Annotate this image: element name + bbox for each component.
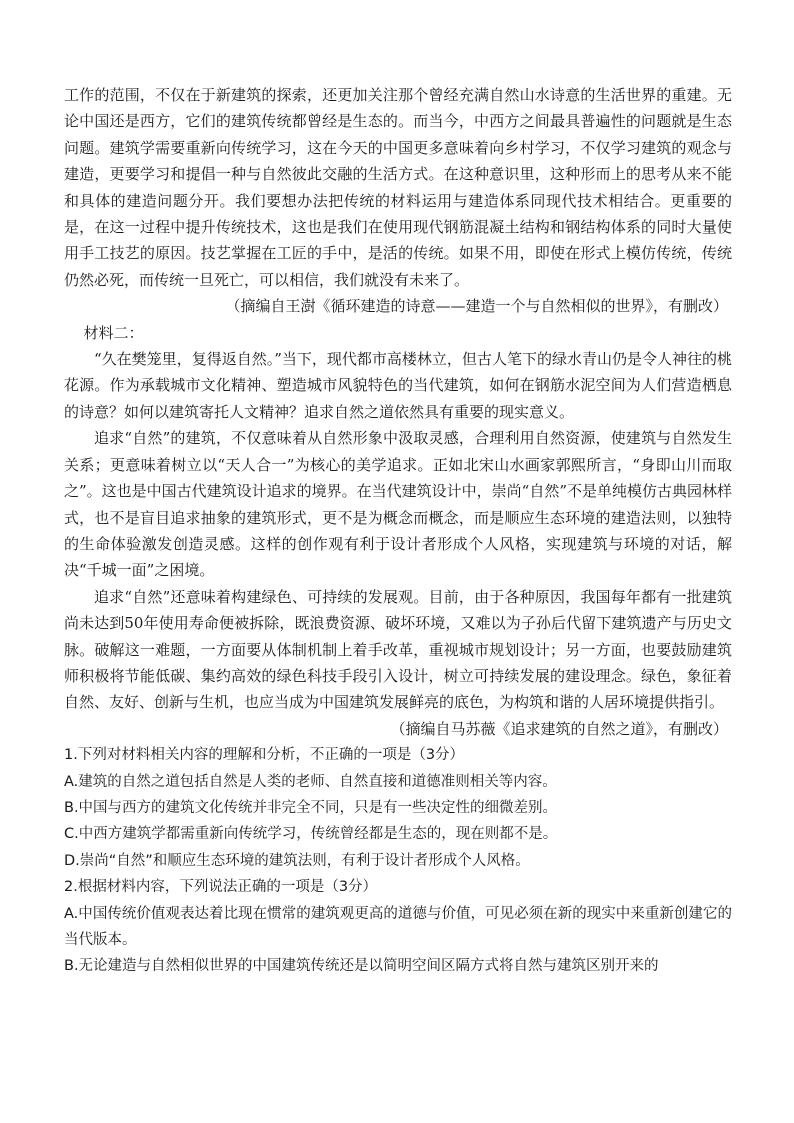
- question-2-option-a: A.中国传统价值观表达着比现在惯常的建筑观更高的道德与价值，可见必须在新的现实中来重新创建它的当代版本。: [64, 905, 732, 948]
- material-one-source: （摘编自王澍《循环建造的诗意——建造一个与自然相似的世界》，有删改）: [225, 297, 728, 316]
- page-content: [64, 82, 732, 980]
- question-2-stem: 2.根据材料内容，下列说法正确的一项是（3分）: [64, 879, 378, 896]
- question-2: [64, 874, 732, 980]
- question-1-stem: 1.下列对材料相关内容的理解和分析，不正确的一项是（3分）: [64, 747, 465, 764]
- material-two-paragraph-3: 追求“自然”还意味着构建绿色、可持续的发展观。目前，由于各种原因，我国每年都有一批建筑尚未达到50年使用寿命便被拆除，既浪费资源、破坏环境，又难以为子孙后代留下建筑遗产与历史文脉。破解这一难题，一方面要从体制机制上着手改革，重视城市规划设计；另一方面，也要鼓励建筑师积极将节能低碳、集约高效的绿色科技手段引入设计，树立可持续发展的建设理念。绿色，象征着自然、友好、创新与生机，也应当成为中国建筑发展鲜亮的底色，为构筑和谐的人居环境提供指引。: [64, 587, 732, 712]
- material-two-paragraph-1: “久在樊笼里，复得返自然。”当下，现代都市高楼林立，但古人笔下的绿水青山仍是令人神往的桃花源。作为承载城市文化精神、塑造城市风貌特色的当代建筑，如何在钢筋水泥空间为人们营造栖息的诗意？如何以建筑寄托人文精神？追求自然之道依然具有重要的现实意义。: [64, 350, 732, 421]
- question-2-option-b: B.无论建造与自然相似世界的中国建筑传统还是以简明空间区隔方式将自然与建筑区别开来的: [64, 958, 659, 975]
- question-1: [64, 742, 732, 874]
- material-two-paragraph-2: 追求“自然”的建筑，不仅意味着从自然形象中汲取灵感，合理利用自然资源，使建筑与自然发生关系；更意味着树立以“天人合一”为核心的美学追求。正如北宋山水画家郭熙所言，“身即山川而取之”。这也是中国古代建筑设计追求的境界。在当代建筑设计中，崇尚“自然”不是单纯模仿古典园林样式，也不是盲目追求抽象的建筑形式，更不是为概念而概念，而是顺应生态环境的建造法则，以独特的生命体验激发创造灵感。这样的创作观有利于设计者形成个人风格，实现建筑与环境的对话，解决“千城一面”之困境。: [64, 429, 733, 580]
- material-two-heading: 材料二：: [83, 323, 144, 342]
- question-1-option-d: D.崇尚“自然”和顺应生态环境的建筑法则，有利于设计者形成个人风格。: [64, 852, 530, 869]
- material-two-source: （摘编自马苏薇《追求建筑的自然之道》，有删改）: [390, 719, 728, 738]
- question-1-option-b: B.中国与西方的建筑文化传统并非完全不同，只是有一些决定性的细微差别。: [64, 799, 558, 816]
- material-one-paragraph: 工作的范围，不仅在于新建筑的探索，还更加关注那个曾经充满自然山水诗意的生活世界的重建。无论中国还是西方，它们的建筑传统都曾经是生态的。而当今，中西方之间最具普遍性的问题就是生态问题。建筑学需要重新向传统学习，这在今天的中国更多意味着向乡村学习，不仅学习建筑的观念与建造，更要学习和提倡一种与自然彼此交融的生活方式。在这种意识里，这种形而上的思考从来不能和具体的建造问题分开。我们要想办法把传统的材料运用与建造体系同现代技术相结合。更重要的是，在这一过程中提升传统技术，这也是我们在使用现代钢筋混凝土结构和钢结构体系的同时大量使用手工技艺的原因。技艺掌握在工匠的手中，是活的传统。如果不用，即使在形式上模仿传统，传统仍然必死，而传统一旦死亡，可以相信，我们就没有未来了。: [64, 86, 732, 289]
- question-1-option-c: C.中西方建筑学都需重新向传统学习，传统曾经都是生态的，现在则都不是。: [64, 826, 558, 843]
- question-1-option-a: A.建筑的自然之道包括自然是人类的老师、自然直接和道德准则相关等内容。: [64, 773, 557, 790]
